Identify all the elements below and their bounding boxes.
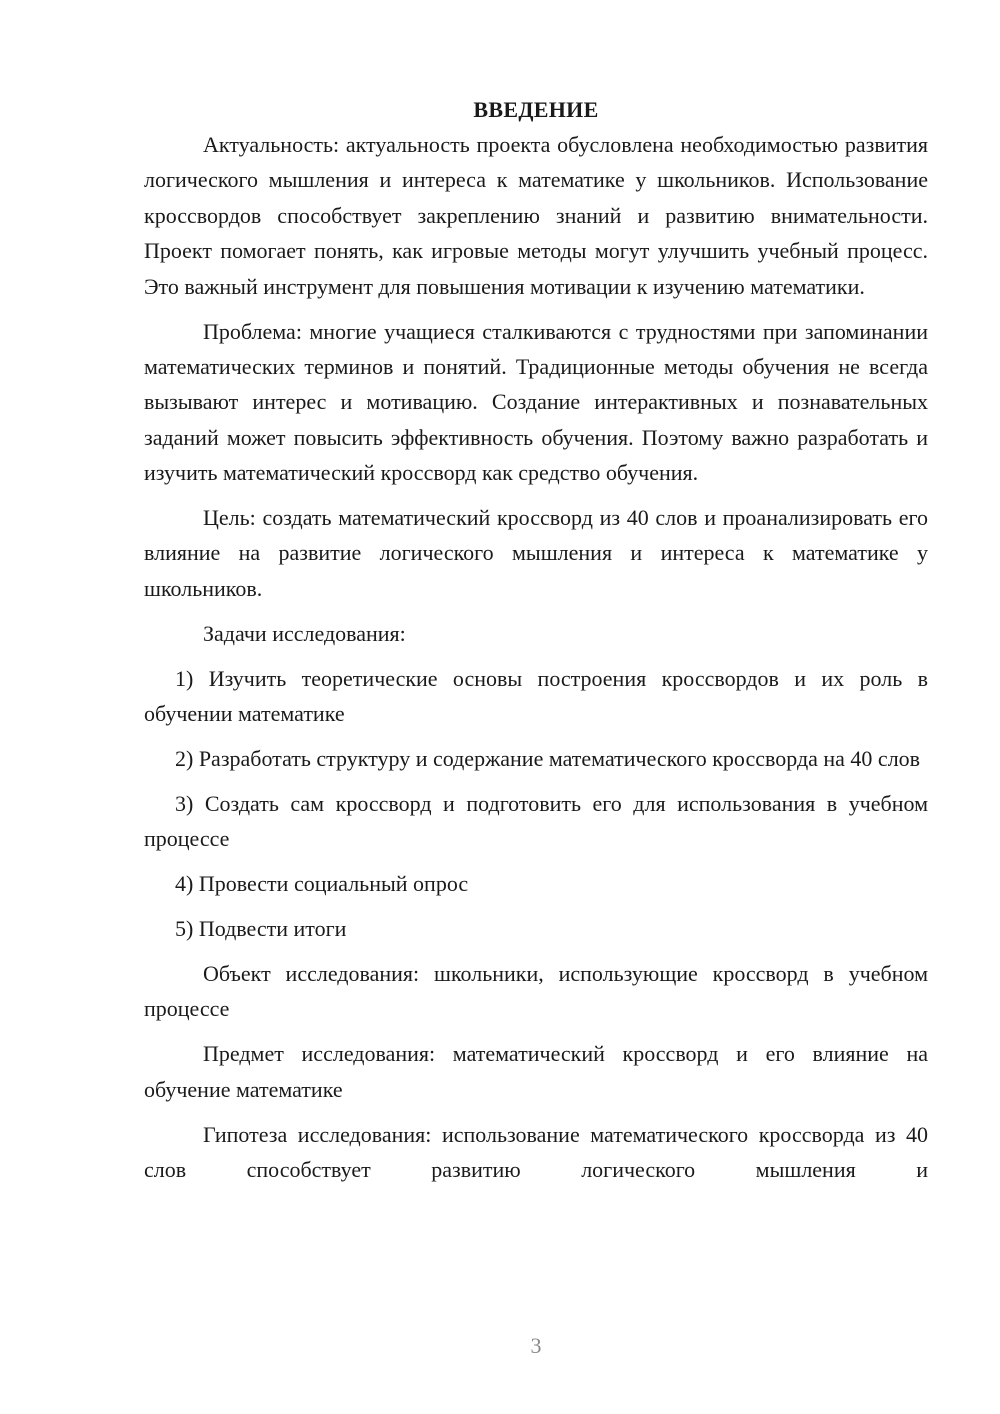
page-number: 3 — [530, 1333, 542, 1358]
task-item-2: 2) Разработать структуру и содержание математического кроссворда на 40 слов — [175, 746, 921, 771]
paragraph-goal: Цель: создать математический кроссворд из 40 слов и проанализировать его влияние на развитие логического мышления и интереса к математике у школьников. — [144, 505, 928, 601]
task-item-1: 1) Изучить теоретические основы построения кроссвордов и их роль в обучении математике — [144, 665, 928, 727]
task-item-5: 5) Подвести итоги — [175, 916, 347, 942]
document-page — [144, 92, 928, 1197]
task-item-3: 3) Создать сам кроссворд и подготовить его для использования в учебном процессе — [144, 790, 928, 852]
task-item-4: 4) Провести социальный опрос — [175, 871, 469, 897]
paragraph-relevance: Актуальность: актуальность проекта обусловлена необходимостью развития логического мышления и интереса к математике у школьников. Использование кроссвордов способствует закреплению знаний и развитию внимательности. Проект помогает понять, как игровые методы могут улучшить учебный процесс. Это важный инструмент для повышения мотивации к изучению математики. — [144, 132, 928, 299]
paragraph-hypothesis: Гипотеза исследования: использование математического кроссворда из 40 слов способствует развитию логического мышления и — [144, 1121, 928, 1183]
paragraph-object: Объект исследования: школьники, использующие кроссворд в учебном процессе — [144, 961, 928, 1022]
paragraph-subject: Предмет исследования: математический кроссворд и его влияние на обучение математике — [144, 1041, 928, 1102]
paragraph-problem: Проблема: многие учащиеся сталкиваются с трудностями при запоминании математических терминов и понятий. Традиционные методы обучения не всегда вызывают интерес и мотивацию. Создание интерактивных и познавательных заданий может повысить эффективность обучения. Поэтому важно разработать и изучить математический кроссворд как средство обучения. — [144, 318, 928, 486]
paragraph-tasks-heading: Задачи исследования: — [203, 620, 406, 646]
section-title: ВВЕДЕНИЕ — [473, 97, 599, 122]
